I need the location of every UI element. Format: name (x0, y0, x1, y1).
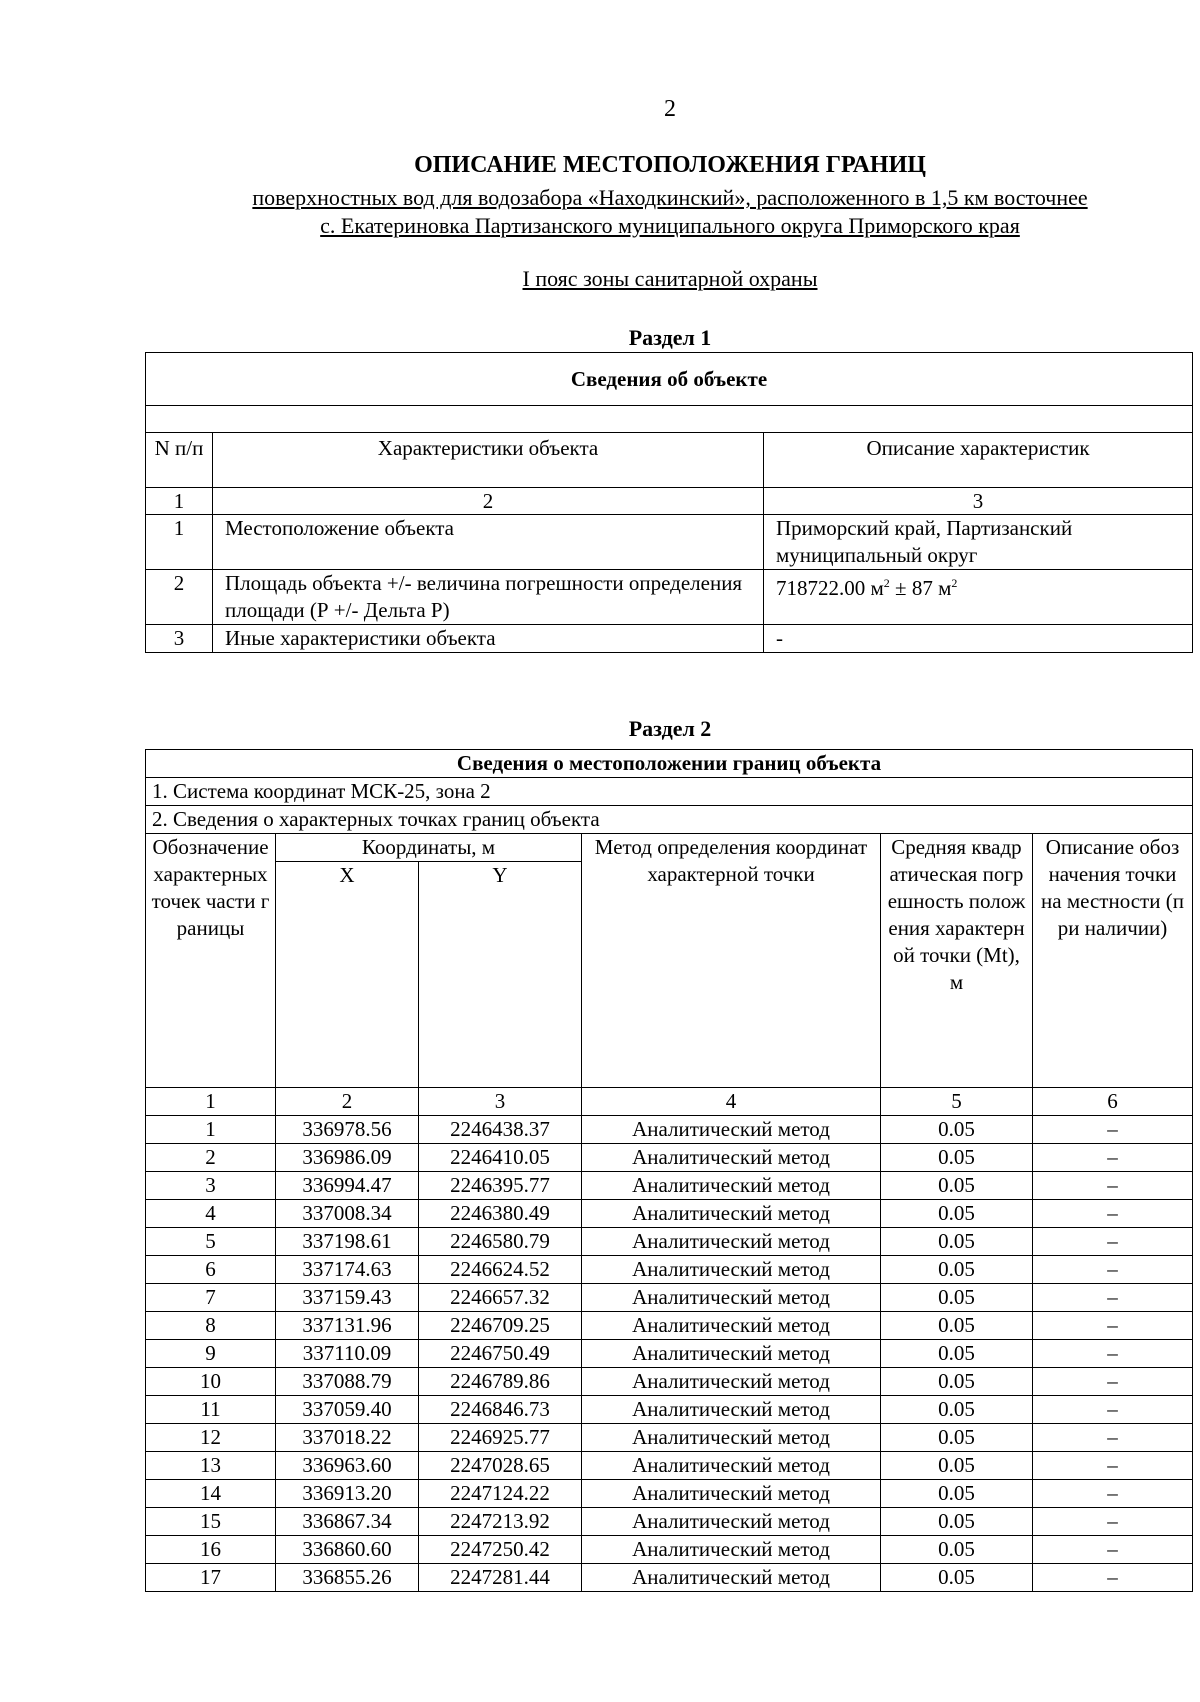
boundary-points-table (145, 749, 1193, 1592)
object-info-table (145, 352, 1193, 653)
point-y: 2247028.65 (419, 1452, 582, 1480)
section-1-heading: Раздел 1 (628, 325, 712, 350)
point-y: 2247213.92 (419, 1508, 582, 1536)
table-row (146, 1312, 1193, 1340)
document-subtitle (0, 184, 1200, 240)
point-method: Аналитический метод (582, 1480, 881, 1508)
point-y: 2246657.32 (419, 1284, 582, 1312)
point-x: 336986.09 (276, 1144, 419, 1172)
point-x: 337059.40 (276, 1396, 419, 1424)
point-description: – (1033, 1200, 1193, 1228)
col-header-point: Обозначение характерных точек части границы (146, 834, 276, 1088)
point-accuracy: 0.05 (881, 1368, 1033, 1396)
point-number: 14 (146, 1480, 276, 1508)
point-accuracy: 0.05 (881, 1116, 1033, 1144)
point-description: – (1033, 1564, 1193, 1592)
point-description: – (1033, 1480, 1193, 1508)
point-method: Аналитический метод (582, 1144, 881, 1172)
table-row (146, 1452, 1193, 1480)
point-x: 336913.20 (276, 1480, 419, 1508)
point-method: Аналитический метод (582, 1424, 881, 1452)
point-y: 2246789.86 (419, 1368, 582, 1396)
point-description: – (1033, 1396, 1193, 1424)
point-method: Аналитический метод (582, 1340, 881, 1368)
point-description: – (1033, 1368, 1193, 1396)
point-accuracy: 0.05 (881, 1312, 1033, 1340)
table-row (146, 1256, 1193, 1284)
point-number: 7 (146, 1284, 276, 1312)
point-description: – (1033, 1312, 1193, 1340)
point-accuracy: 0.05 (881, 1228, 1033, 1256)
table-row (146, 1200, 1193, 1228)
col-header-method: Метод определения координат характерной точки (582, 834, 881, 1088)
point-x: 337174.63 (276, 1256, 419, 1284)
point-y: 2246380.49 (419, 1200, 582, 1228)
point-method: Аналитический метод (582, 1536, 881, 1564)
point-description: – (1033, 1508, 1193, 1536)
col-header-description: Описание обозначения точки на местности (при наличии) (1033, 834, 1193, 1088)
point-method: Аналитический метод (582, 1368, 881, 1396)
empty-row (146, 406, 1193, 433)
point-method: Аналитический метод (582, 1508, 881, 1536)
point-accuracy: 0.05 (881, 1172, 1033, 1200)
point-method: Аналитический метод (582, 1284, 881, 1312)
point-y: 2246438.37 (419, 1116, 582, 1144)
point-method: Аналитический метод (582, 1116, 881, 1144)
characteristic-value: - (764, 625, 1193, 653)
area-error: ± 87 м (889, 576, 952, 600)
point-number: 6 (146, 1256, 276, 1284)
point-accuracy: 0.05 (881, 1340, 1033, 1368)
point-description: – (1033, 1116, 1193, 1144)
col-number: 2 (276, 1088, 419, 1116)
characteristic-name: Местоположение объекта (213, 515, 764, 570)
point-method: Аналитический метод (582, 1200, 881, 1228)
table-row (146, 1480, 1193, 1508)
point-y: 2247250.42 (419, 1536, 582, 1564)
point-number: 15 (146, 1508, 276, 1536)
page-number: 2 (664, 96, 676, 122)
col-number: 3 (764, 488, 1193, 515)
point-y: 2246925.77 (419, 1424, 582, 1452)
table-row (146, 1368, 1193, 1396)
point-y: 2246709.25 (419, 1312, 582, 1340)
point-y: 2246624.52 (419, 1256, 582, 1284)
point-number: 5 (146, 1228, 276, 1256)
point-x: 337198.61 (276, 1228, 419, 1256)
col-header-number: N п/п (146, 433, 213, 488)
point-description: – (1033, 1340, 1193, 1368)
point-x: 337110.09 (276, 1340, 419, 1368)
characteristic-name: Площадь объекта +/- величина погрешности определения площади (Р +/- Дельта Р) (213, 570, 764, 625)
point-accuracy: 0.05 (881, 1424, 1033, 1452)
point-number: 9 (146, 1340, 276, 1368)
col-header-x: X (276, 862, 419, 1088)
point-description: – (1033, 1228, 1193, 1256)
zone-title: I пояс зоны санитарной охраны (522, 266, 818, 291)
point-accuracy: 0.05 (881, 1284, 1033, 1312)
row-number: 2 (146, 570, 213, 625)
col-header-coordinates: Координаты, м (276, 834, 582, 862)
col-number: 6 (1033, 1088, 1193, 1116)
point-accuracy: 0.05 (881, 1200, 1033, 1228)
col-number: 4 (582, 1088, 881, 1116)
points-info: 2. Сведения о характерных точках границ объекта (146, 806, 1193, 834)
characteristic-name: Иные характеристики объекта (213, 625, 764, 653)
error-unit-exponent: 2 (951, 576, 958, 590)
characteristic-value (764, 570, 1193, 625)
point-method: Аналитический метод (582, 1228, 881, 1256)
table-row (146, 1508, 1193, 1536)
point-accuracy: 0.05 (881, 1256, 1033, 1284)
col-number: 3 (419, 1088, 582, 1116)
col-number: 1 (146, 488, 213, 515)
point-accuracy: 0.05 (881, 1536, 1033, 1564)
point-number: 2 (146, 1144, 276, 1172)
point-description: – (1033, 1284, 1193, 1312)
col-header-accuracy: Средняя квадратическая погрешность положения характерной точки (Mt), м (881, 834, 1033, 1088)
point-accuracy: 0.05 (881, 1508, 1033, 1536)
point-x: 336860.60 (276, 1536, 419, 1564)
points-body (146, 1116, 1193, 1592)
col-header-description: Описание характеристик (764, 433, 1193, 488)
boundary-caption: Сведения о местоположении границ объекта (146, 750, 1193, 778)
point-accuracy: 0.05 (881, 1480, 1033, 1508)
area-unit-exponent: 2 (883, 576, 890, 590)
point-description: – (1033, 1144, 1193, 1172)
col-header-y: Y (419, 862, 582, 1088)
point-accuracy: 0.05 (881, 1144, 1033, 1172)
point-number: 10 (146, 1368, 276, 1396)
point-method: Аналитический метод (582, 1396, 881, 1424)
point-y: 2247124.22 (419, 1480, 582, 1508)
table-row (146, 1536, 1193, 1564)
table-row (146, 1116, 1193, 1144)
object-info-caption: Сведения об объекте (146, 353, 1193, 406)
characteristic-value: Приморский край, Партизанский муниципальный округ (764, 515, 1193, 570)
point-x: 336978.56 (276, 1116, 419, 1144)
point-x: 337088.79 (276, 1368, 419, 1396)
point-x: 336994.47 (276, 1172, 419, 1200)
point-number: 1 (146, 1116, 276, 1144)
point-description: – (1033, 1452, 1193, 1480)
table-row (146, 1564, 1193, 1592)
point-y: 2246750.49 (419, 1340, 582, 1368)
point-number: 12 (146, 1424, 276, 1452)
section-2-heading: Раздел 2 (628, 716, 712, 741)
row-number: 1 (146, 515, 213, 570)
table-row (146, 1424, 1193, 1452)
col-header-characteristics: Характеристики объекта (213, 433, 764, 488)
table-row (146, 1396, 1193, 1424)
subtitle-line-2: с. Екатериновка Партизанского муниципального округа Приморского края (320, 213, 1020, 238)
point-description: – (1033, 1256, 1193, 1284)
table-row (146, 1172, 1193, 1200)
table-row (146, 1284, 1193, 1312)
area-value: 718722.00 м (776, 576, 884, 600)
point-number: 4 (146, 1200, 276, 1228)
point-y: 2246410.05 (419, 1144, 582, 1172)
point-method: Аналитический метод (582, 1172, 881, 1200)
point-x: 337018.22 (276, 1424, 419, 1452)
point-description: – (1033, 1424, 1193, 1452)
point-x: 337159.43 (276, 1284, 419, 1312)
coordinate-system: 1. Система координат МСК-25, зона 2 (146, 778, 1193, 806)
point-method: Аналитический метод (582, 1256, 881, 1284)
point-method: Аналитический метод (582, 1564, 881, 1592)
point-x: 337008.34 (276, 1200, 419, 1228)
point-number: 3 (146, 1172, 276, 1200)
point-x: 336867.34 (276, 1508, 419, 1536)
point-y: 2247281.44 (419, 1564, 582, 1592)
point-number: 13 (146, 1452, 276, 1480)
point-description: – (1033, 1172, 1193, 1200)
col-number: 1 (146, 1088, 276, 1116)
point-accuracy: 0.05 (881, 1564, 1033, 1592)
point-method: Аналитический метод (582, 1312, 881, 1340)
table-row (146, 1340, 1193, 1368)
point-number: 8 (146, 1312, 276, 1340)
point-accuracy: 0.05 (881, 1396, 1033, 1424)
point-accuracy: 0.05 (881, 1452, 1033, 1480)
col-number: 5 (881, 1088, 1033, 1116)
point-method: Аналитический метод (582, 1452, 881, 1480)
point-description: – (1033, 1536, 1193, 1564)
point-number: 16 (146, 1536, 276, 1564)
point-number: 11 (146, 1396, 276, 1424)
point-y: 2246846.73 (419, 1396, 582, 1424)
row-number: 3 (146, 625, 213, 653)
col-number: 2 (213, 488, 764, 515)
point-x: 337131.96 (276, 1312, 419, 1340)
point-y: 2246580.79 (419, 1228, 582, 1256)
subtitle-line-1: поверхностных вод для водозабора «Находкинский», расположенного в 1,5 км восточнее (252, 185, 1088, 210)
table-row (146, 1144, 1193, 1172)
table-row (146, 1228, 1193, 1256)
point-x: 336855.26 (276, 1564, 419, 1592)
point-x: 336963.60 (276, 1452, 419, 1480)
point-y: 2246395.77 (419, 1172, 582, 1200)
document-title: ОПИСАНИЕ МЕСТОПОЛОЖЕНИЯ ГРАНИЦ (414, 152, 926, 178)
point-number: 17 (146, 1564, 276, 1592)
